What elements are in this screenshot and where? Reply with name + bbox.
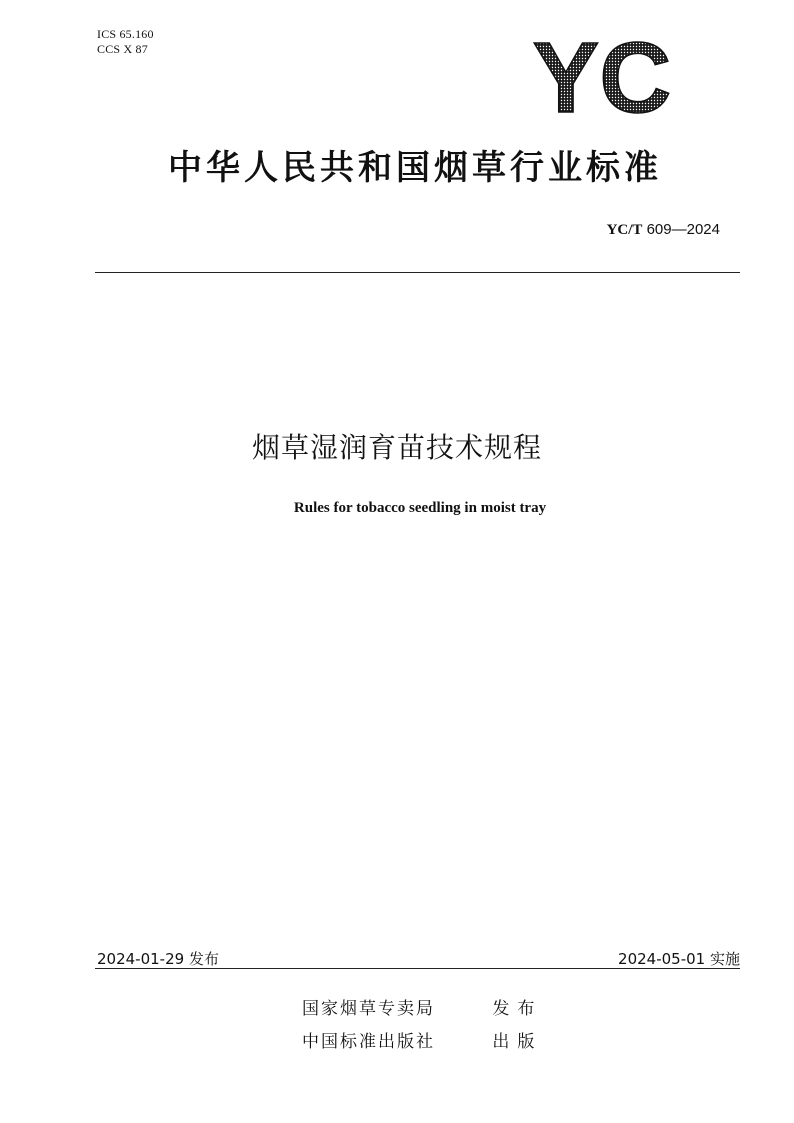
document-title-en: Rules for tobacco seedling in moist tray	[293, 500, 547, 516]
publisher-row	[302, 994, 542, 1019]
publisher-row	[302, 1027, 542, 1052]
page-title: 中华人民共和国烟草行业标准	[168, 148, 662, 188]
standard-code: 609—2024	[646, 221, 720, 238]
standard-number	[607, 221, 720, 239]
issue-date: 2024-01-29 发布	[97, 950, 219, 968]
issuing-role: 发布	[492, 999, 543, 1019]
standard-prefix: YC/T	[606, 222, 643, 238]
top-divider	[95, 272, 740, 273]
yc-logo	[527, 30, 677, 116]
ics-code: ICS 65.160	[97, 27, 154, 41]
issuing-authority: 国家烟草专卖局	[302, 999, 435, 1019]
publishing-house: 中国标准出版社	[302, 1032, 435, 1052]
ccs-code: CCS X 87	[97, 42, 148, 56]
logo-text: YC	[532, 30, 672, 116]
classification-codes	[97, 27, 154, 57]
implementation-date: 2024-05-01 实施	[618, 950, 740, 968]
bottom-divider	[95, 968, 740, 969]
document-title-cn: 烟草湿润育苗技术规程	[251, 431, 542, 464]
publishing-role: 出版	[492, 1032, 543, 1052]
